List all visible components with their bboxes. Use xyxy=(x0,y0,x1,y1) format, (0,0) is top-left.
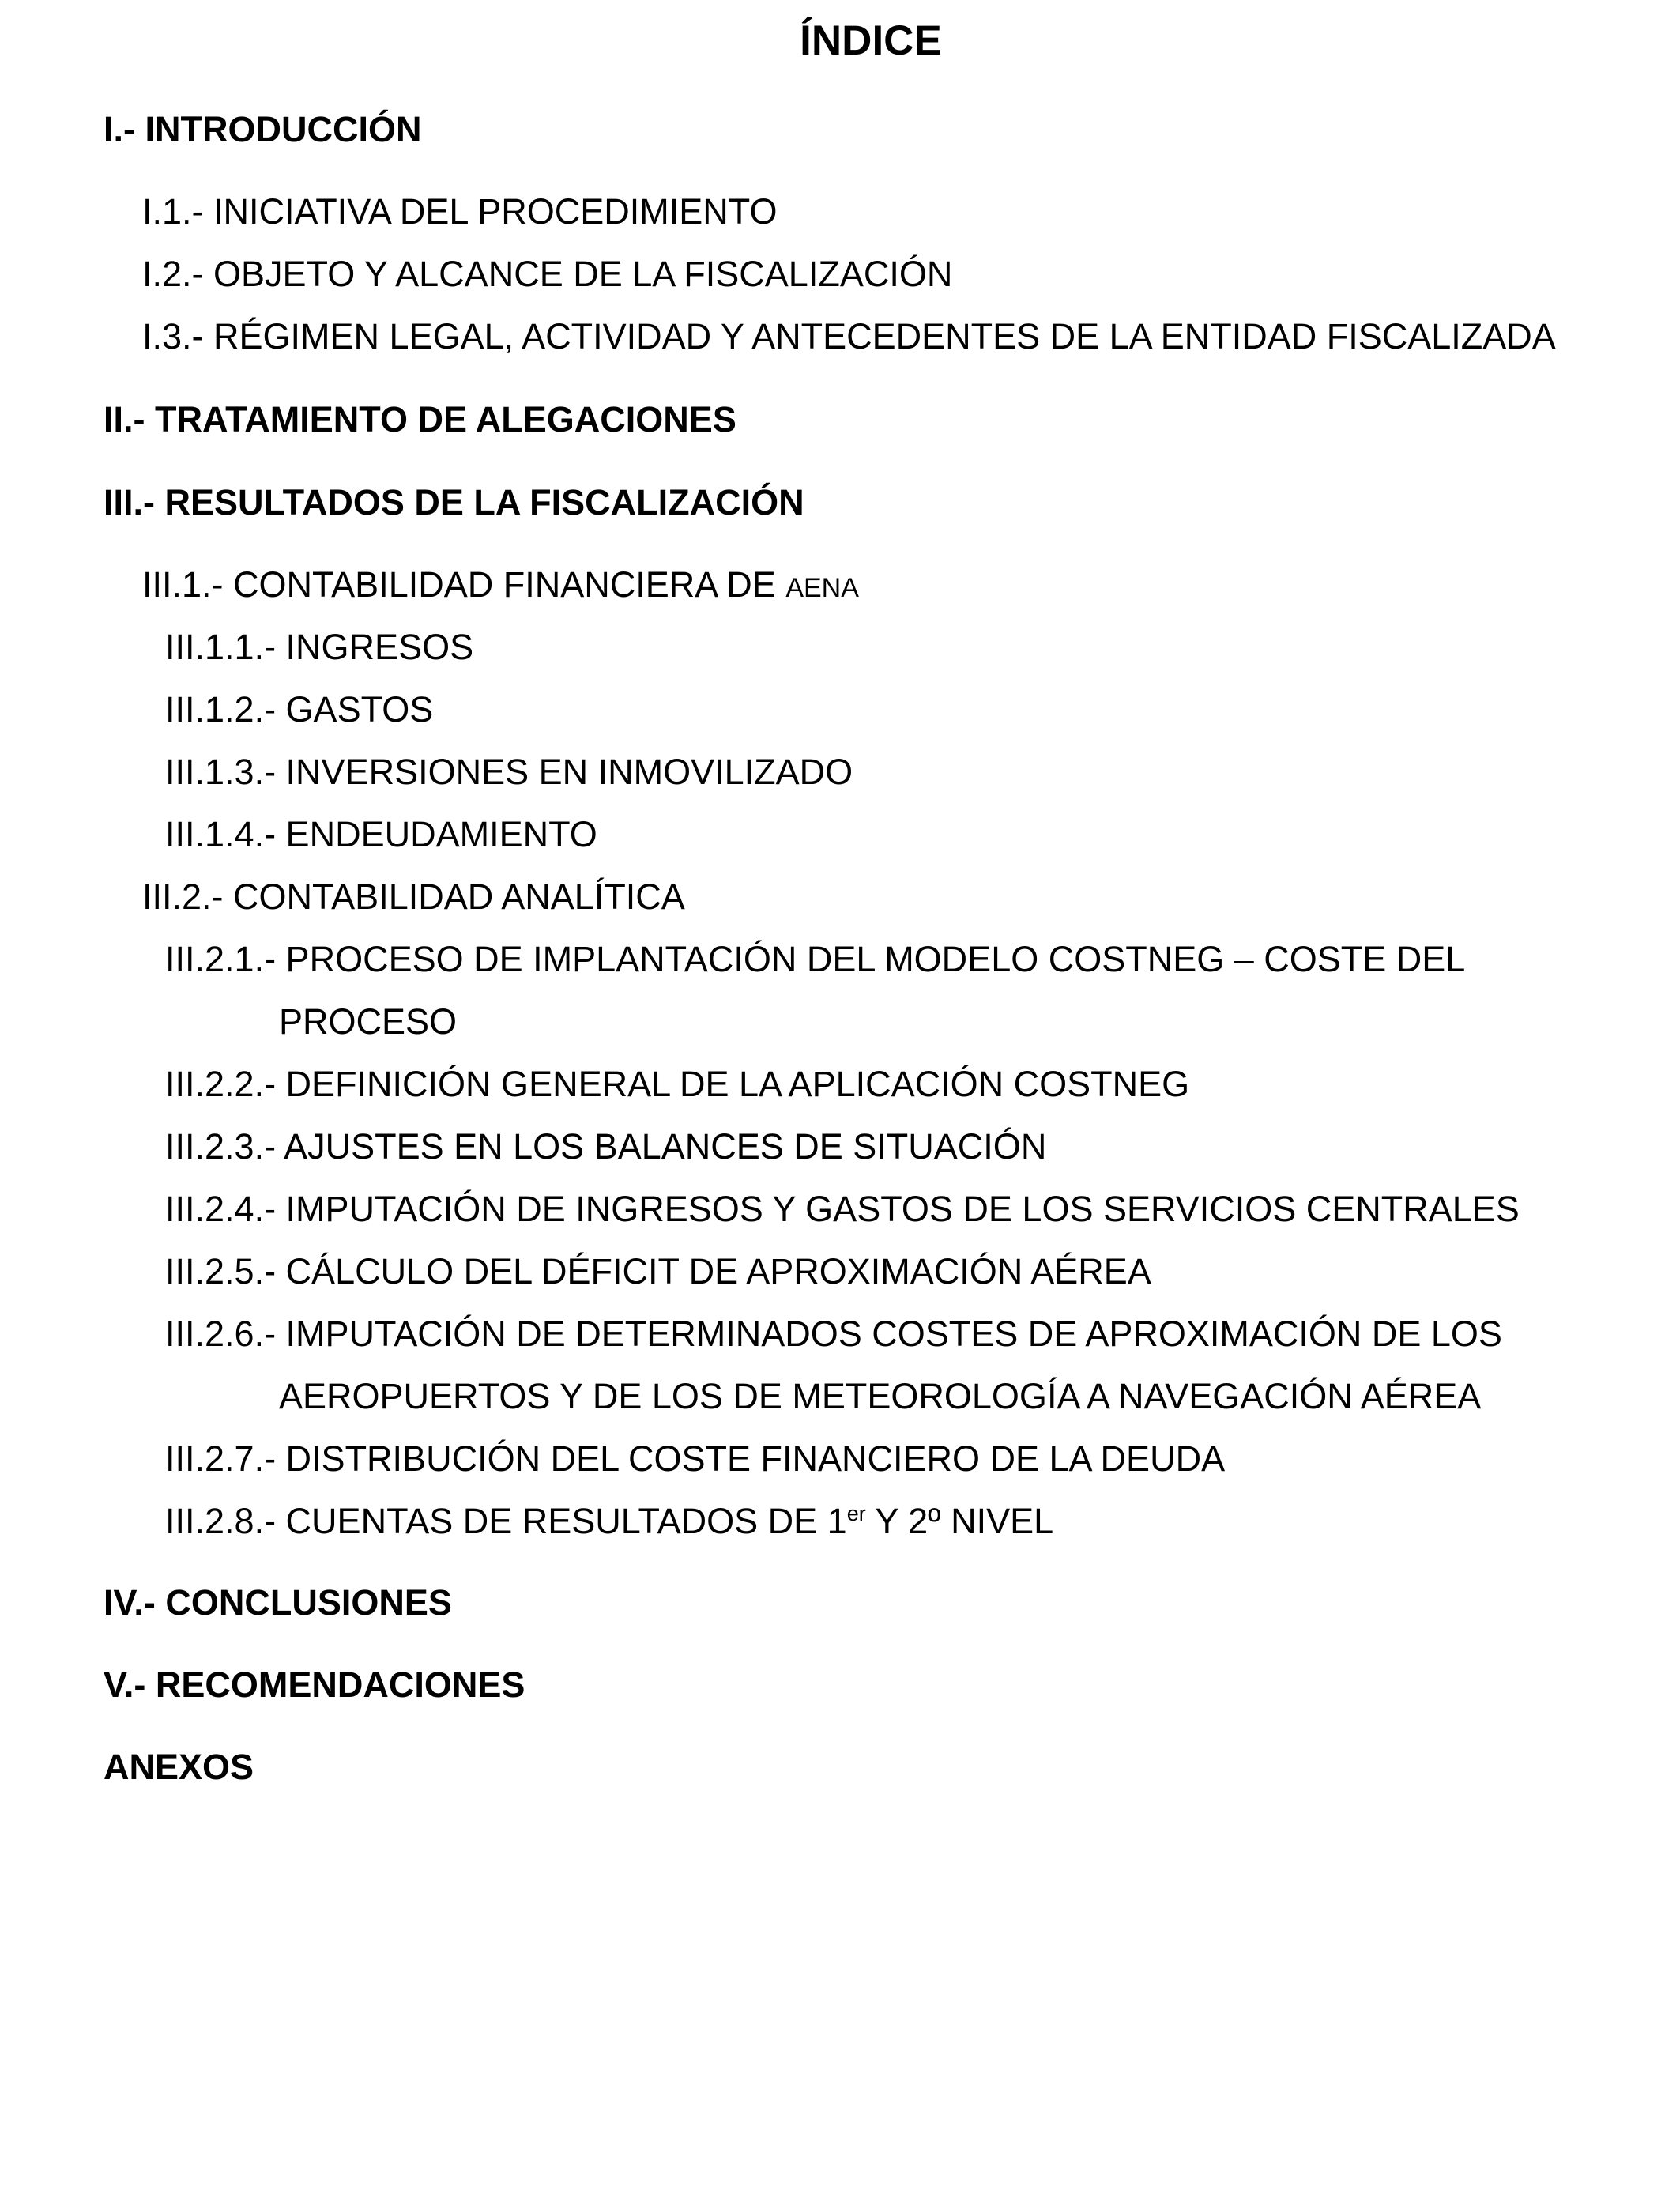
toc-subsection-1-2: I.2.- OBJETO Y ALCANCE DE LA FISCALIZACIÓN xyxy=(142,254,953,294)
toc-subsection-1-3: I.3.- RÉGIMEN LEGAL, ACTIVIDAD Y ANTECEDENTES DE LA ENTIDAD FISCALIZADA xyxy=(142,316,1556,356)
toc-item-3-2-8-label: III.2.8.- CUENTAS DE RESULTADOS DE 1 xyxy=(165,1501,847,1541)
toc-item-3-2-3: III.2.3.- AJUSTES EN LOS BALANCES DE SITUACIÓN xyxy=(165,1126,1047,1167)
toc-item-3-2-2: III.2.2.- DEFINICIÓN GENERAL DE LA APLICACIÓN COSTNEG xyxy=(165,1064,1190,1104)
toc-item-3-1-2: III.1.2.- GASTOS xyxy=(165,689,434,729)
toc-section-5: V.- RECOMENDACIONES xyxy=(104,1664,525,1705)
toc-annexes: ANEXOS xyxy=(104,1747,254,1787)
toc-section-4: IV.- CONCLUSIONES xyxy=(104,1582,452,1623)
toc-item-3-2-8-label-end: Y 2º NIVEL xyxy=(865,1501,1054,1541)
toc-item-3-2-1: III.2.1.- PROCESO DE IMPLANTACIÓN DEL MODELO COSTNEG – COSTE DEL xyxy=(165,939,1466,979)
toc-item-3-2-6-continued: AEROPUERTOS Y DE LOS DE METEOROLOGÍA A NAVEGACIÓN AÉREA xyxy=(279,1376,1482,1416)
toc-item-3-2-5: III.2.5.- CÁLCULO DEL DÉFICIT DE APROXIMACIÓN AÉREA xyxy=(165,1251,1151,1291)
toc-item-3-2-1-continued: PROCESO xyxy=(279,1001,458,1042)
toc-item-3-2-8 xyxy=(165,1501,1053,1542)
ordinal-superscript: er xyxy=(846,1502,866,1525)
toc-section-3: III.- RESULTADOS DE LA FISCALIZACIÓN xyxy=(104,482,804,522)
toc-subsection-3-1-label: III.1.- CONTABILIDAD FINANCIERA DE xyxy=(142,564,786,605)
toc-item-3-2-7: III.2.7.- DISTRIBUCIÓN DEL COSTE FINANCIERO DE LA DEUDA xyxy=(165,1438,1226,1479)
toc-subsection-3-1 xyxy=(142,564,859,609)
toc-section-1: I.- INTRODUCCIÓN xyxy=(104,109,422,149)
toc-section-2: II.- TRATAMIENTO DE ALEGACIONES xyxy=(104,399,736,439)
page-title: ÍNDICE xyxy=(800,17,942,64)
toc-item-3-2-4: III.2.4.- IMPUTACIÓN DE INGRESOS Y GASTOS DE LOS SERVICIOS CENTRALES xyxy=(165,1189,1520,1229)
toc-subsection-1-1: I.1.- INICIATIVA DEL PROCEDIMIENTO xyxy=(142,191,778,232)
toc-subsection-3-1-entity: AENA xyxy=(785,573,859,603)
toc-item-3-1-1: III.1.1.- INGRESOS xyxy=(165,627,474,667)
toc-item-3-1-4: III.1.4.- ENDEUDAMIENTO xyxy=(165,814,597,854)
toc-item-3-1-3: III.1.3.- INVERSIONES EN INMOVILIZADO xyxy=(165,752,853,792)
toc-item-3-2-6: III.2.6.- IMPUTACIÓN DE DETERMINADOS COSTES DE APROXIMACIÓN DE LOS xyxy=(165,1314,1502,1354)
toc-subsection-3-2: III.2.- CONTABILIDAD ANALÍTICA xyxy=(142,876,685,917)
